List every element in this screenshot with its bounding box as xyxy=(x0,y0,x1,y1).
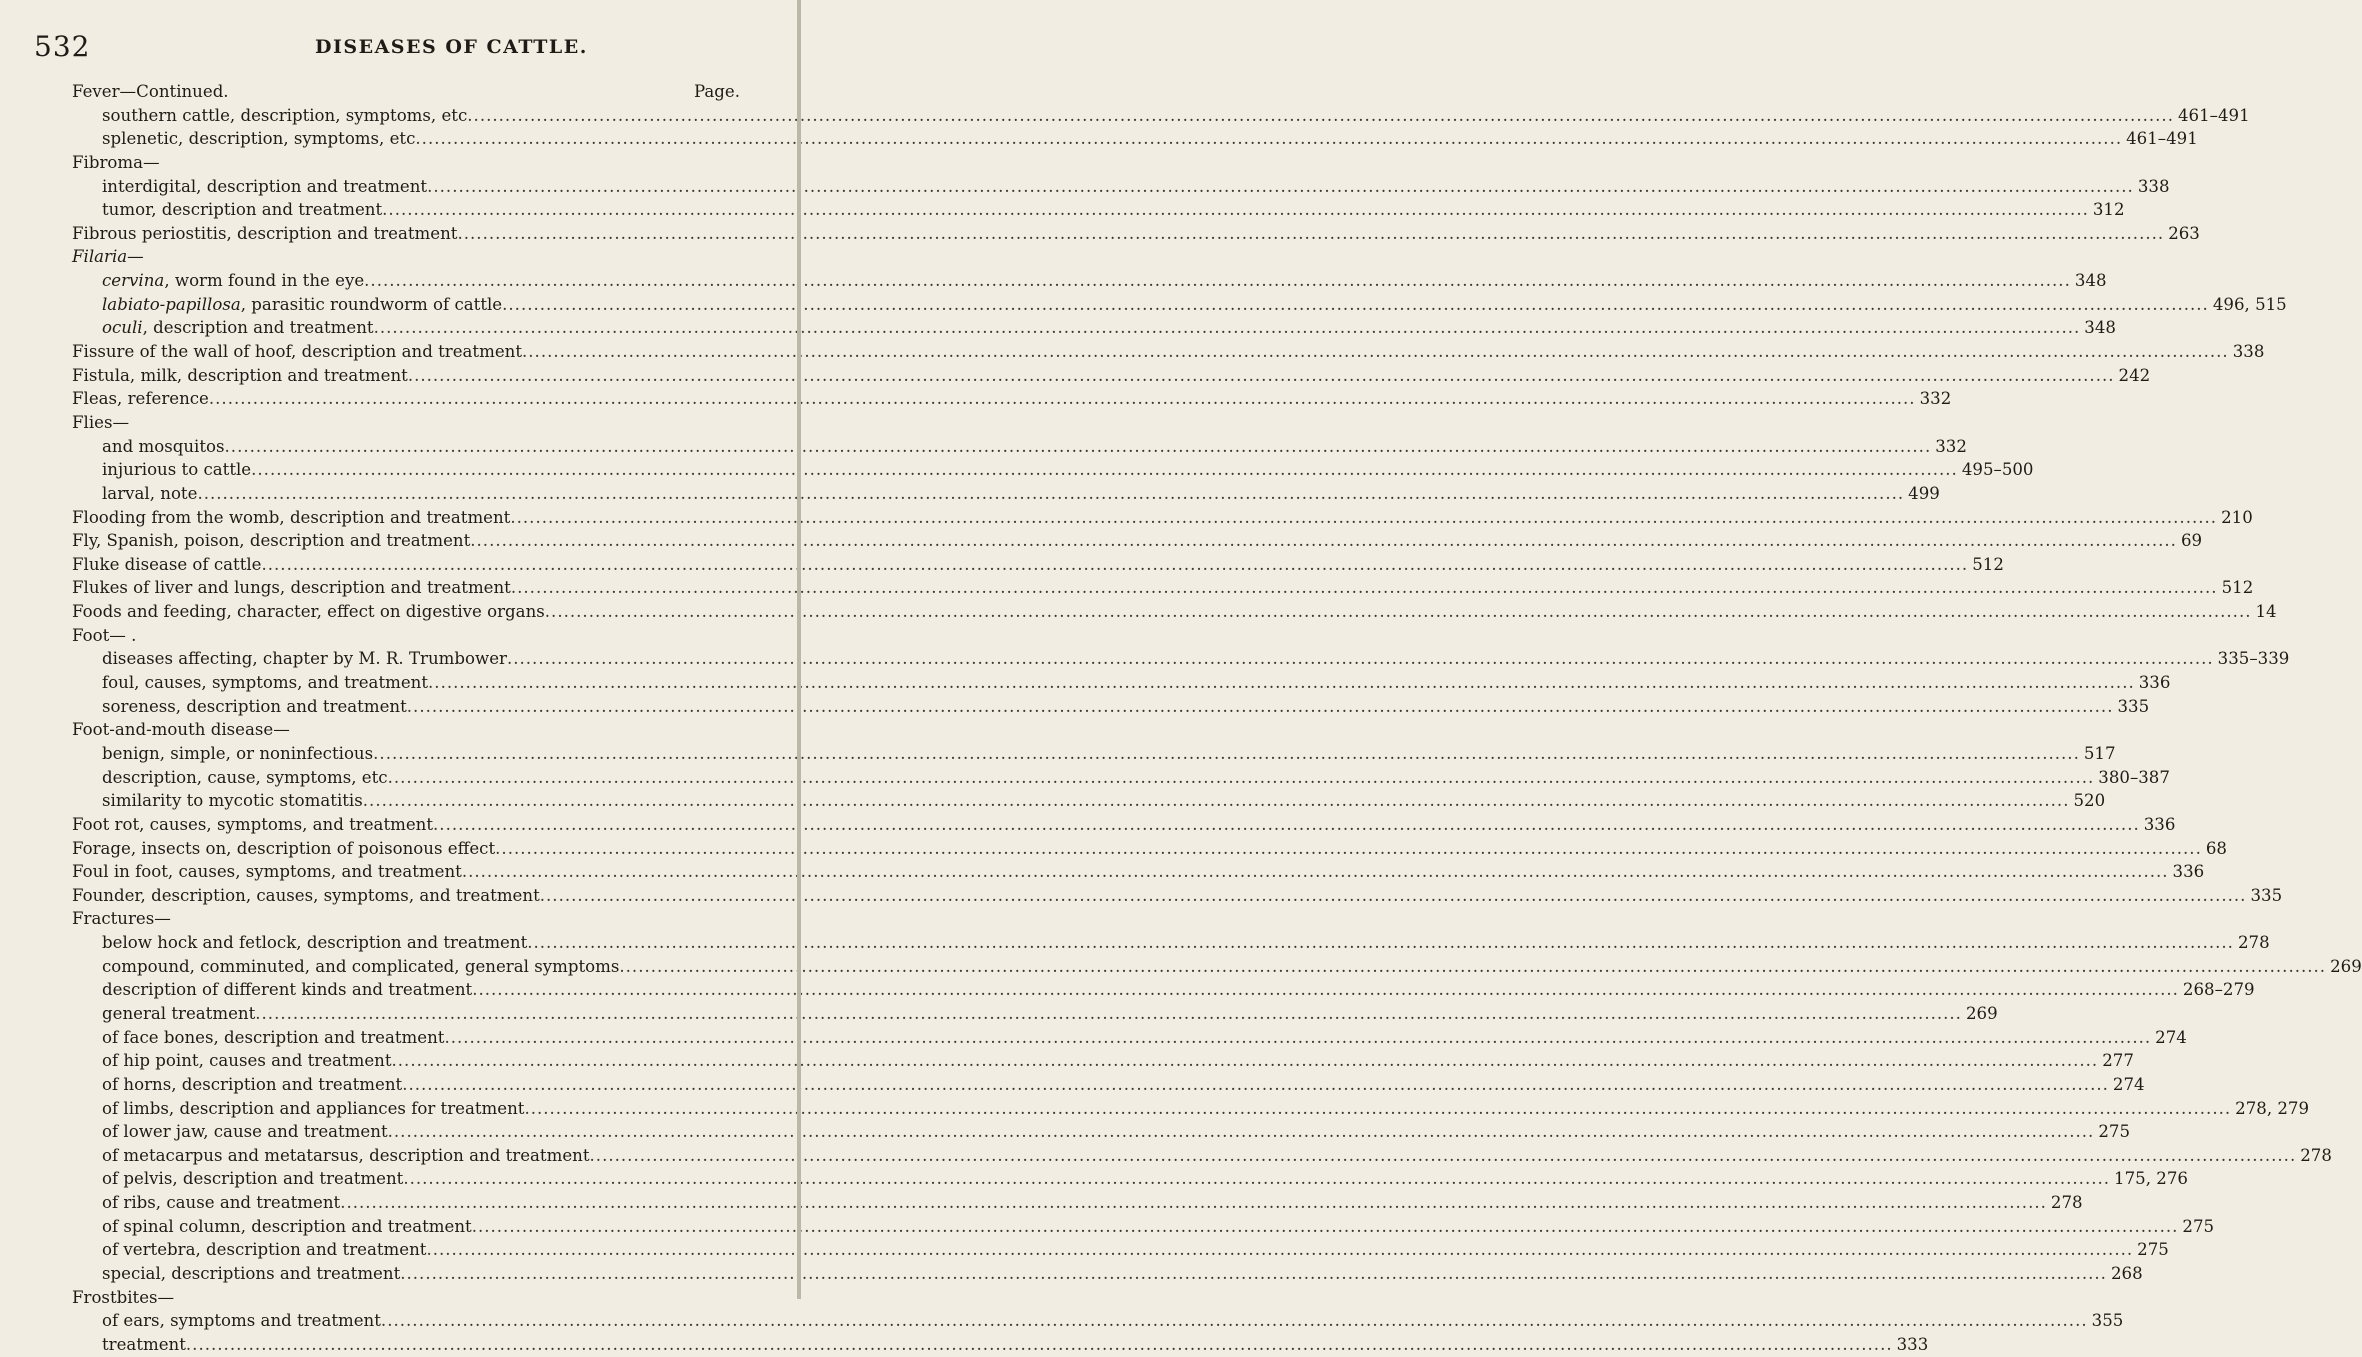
index-subentry xyxy=(72,1333,1929,1357)
index-subentry xyxy=(72,1049,2134,1073)
entry-italic-term: labiato-papillosa xyxy=(102,294,241,314)
index-entry xyxy=(72,151,740,175)
page-ref: 275 xyxy=(2182,1216,2215,1236)
page-ref: 517 xyxy=(2083,743,2116,763)
dot-leader xyxy=(186,1333,1893,1357)
dot-leader xyxy=(225,435,1932,459)
dot-leader xyxy=(433,813,2140,837)
index-subentry xyxy=(72,1073,2145,1097)
index-list xyxy=(72,80,2362,1357)
page-ref: 512 xyxy=(2221,578,2254,598)
page-ref: 278 xyxy=(2237,933,2270,953)
entry-text: tumor, description and treatment xyxy=(102,200,383,220)
entry-text: Fly, Spanish, poison, description and treatment xyxy=(72,531,471,551)
page-ref: 312 xyxy=(2092,200,2125,220)
entry-text: of face bones, description and treatment xyxy=(102,1027,445,1047)
page-ref: 210 xyxy=(2221,507,2253,527)
entry-text: Fluke disease of cattle xyxy=(72,554,262,574)
index-entry xyxy=(72,837,2227,861)
index-entry xyxy=(72,860,2205,884)
page-ref: 338 xyxy=(2137,176,2170,196)
entry-text: soreness, description and treatment xyxy=(102,696,407,716)
index-entry xyxy=(72,884,2283,908)
entry-text: Fistula, milk, description and treatment xyxy=(72,365,408,385)
index-subentry xyxy=(72,293,2287,317)
entry-text: southern cattle, description, symptoms, etc xyxy=(102,105,468,125)
entry-text: compound, comminuted, and complicated, general symptoms xyxy=(102,956,620,976)
index-subentry xyxy=(72,1215,2215,1239)
index-subentry xyxy=(72,1238,2169,1262)
page-ref: 269 xyxy=(2330,956,2362,976)
index-subentry xyxy=(72,127,2198,151)
entry-text: and mosquitos xyxy=(102,436,225,456)
index-subentry xyxy=(72,458,2034,482)
index-entry xyxy=(72,718,740,742)
page-ref: 278 xyxy=(2300,1145,2332,1165)
index-entry xyxy=(72,245,740,269)
dot-leader xyxy=(472,978,2179,1002)
entry-text: Flooding from the womb, description and treatment xyxy=(72,507,511,527)
dot-leader xyxy=(510,506,2217,530)
dot-leader xyxy=(467,104,2174,128)
page-ref: 69 xyxy=(2180,531,2203,551)
page-ref: 520 xyxy=(2073,791,2106,811)
entry-text: of limbs, description and appliances for treatment xyxy=(102,1098,525,1118)
entry-text: Filaria— xyxy=(72,247,144,267)
page-ref: 496, 515 xyxy=(2212,294,2287,314)
index-subentry xyxy=(72,978,2255,1002)
dot-leader xyxy=(373,742,2080,766)
entry-text: Flukes of liver and lungs, description and treatment xyxy=(72,578,511,598)
entry-text: larval, note xyxy=(102,483,198,503)
entry-text: Forage, insects on, description of poisonous effect xyxy=(72,838,496,858)
page-ref: 275 xyxy=(2098,1122,2131,1142)
entry-text: of horns, description and treatment xyxy=(102,1074,403,1094)
page-ref: 274 xyxy=(2155,1027,2187,1047)
page-ref: 278 xyxy=(2050,1193,2083,1213)
entry-text xyxy=(102,293,502,317)
page-ref: 269 xyxy=(1965,1003,1998,1023)
entry-text: Frostbites— xyxy=(72,1287,175,1307)
entry-text: of pelvis, description and treatment xyxy=(102,1169,404,1189)
page-ref: 14 xyxy=(2255,602,2277,622)
entry-italic-term: oculi xyxy=(102,318,143,338)
dot-leader xyxy=(402,1073,2109,1097)
index-subentry xyxy=(72,647,2290,671)
page-ref: 335 xyxy=(2117,696,2150,716)
dot-leader xyxy=(400,1262,2107,1286)
dot-leader xyxy=(590,1144,2297,1168)
entry-text: Fibroma— xyxy=(72,152,160,172)
dot-leader xyxy=(428,671,2135,695)
page-ref: 355 xyxy=(2091,1311,2124,1331)
entry-text: Foot— . xyxy=(72,625,137,645)
entry-text: Foot-and-mouth disease— xyxy=(72,720,290,740)
entry-text xyxy=(102,269,364,293)
index-subentry xyxy=(72,766,2170,790)
index-subentry xyxy=(72,269,2107,293)
entry-text: interdigital, description and treatment xyxy=(102,176,428,196)
dot-leader xyxy=(462,860,2169,884)
dot-leader xyxy=(340,1191,2047,1215)
entry-text: Fractures— xyxy=(72,909,171,929)
page-ref: 175, 276 xyxy=(2114,1169,2188,1189)
entry-text: Fleas, reference xyxy=(72,389,209,409)
entry-text: Flies— xyxy=(72,412,130,432)
index-entry xyxy=(72,364,2151,388)
dot-leader xyxy=(392,1049,2099,1073)
index-subentry xyxy=(72,955,2362,979)
entry-text: splenetic, description, symptoms, etc xyxy=(102,129,416,149)
dot-leader xyxy=(427,175,2134,199)
dot-leader xyxy=(382,198,2089,222)
page-ref: 461–491 xyxy=(2126,129,2198,149)
index-subentry xyxy=(72,1144,2332,1168)
entry-text: description, cause, symptoms, etc xyxy=(102,767,388,787)
page-ref: 336 xyxy=(2143,814,2176,834)
index-subentry xyxy=(72,671,2171,695)
dot-leader xyxy=(374,316,2081,340)
entry-text: Fever—Continued. xyxy=(72,82,229,101)
index-entry xyxy=(72,576,2254,600)
index-entry xyxy=(72,387,1952,411)
index-subentry xyxy=(72,316,2116,340)
page-ref: 275 xyxy=(2137,1240,2169,1260)
entry-text: diseases affecting, chapter by M. R. Trumbower xyxy=(102,649,507,669)
page-ref: 495–500 xyxy=(1961,460,2034,480)
dot-leader xyxy=(502,293,2209,317)
dot-leader xyxy=(407,695,2114,719)
entry-italic-term: cervina xyxy=(102,271,165,291)
dot-leader xyxy=(527,931,2234,955)
dot-leader xyxy=(619,955,2326,979)
index-subentry xyxy=(72,198,2125,222)
entry-text: injurious to cattle xyxy=(102,460,252,480)
index-subentry xyxy=(72,1167,2188,1191)
dot-leader xyxy=(408,364,2115,388)
dot-leader xyxy=(426,1238,2133,1262)
entry-text: Fissure of the wall of hoof, description and treatment xyxy=(72,342,522,362)
index-entry xyxy=(72,340,2265,364)
page-ref: 499 xyxy=(1908,483,1940,503)
dot-leader xyxy=(472,1215,2179,1239)
index-subentry xyxy=(72,482,1940,506)
index-entry xyxy=(72,506,2253,530)
dot-leader xyxy=(261,553,1968,577)
index-subentry xyxy=(72,435,1967,459)
dot-leader xyxy=(388,766,2095,790)
page-ref: 380–387 xyxy=(2098,767,2170,787)
page-ref: 333 xyxy=(1896,1334,1929,1354)
index-subentry xyxy=(72,1120,2131,1144)
entry-text: Foul in foot, causes, symptoms, and treatment xyxy=(72,862,462,882)
page-ref: 335–339 xyxy=(2217,649,2290,669)
index-subentry xyxy=(72,695,2150,719)
entry-text: Fibrous periostitis, description and treatment xyxy=(72,223,458,243)
page-number: 532 xyxy=(34,30,91,63)
page-ref: 335 xyxy=(2250,885,2283,905)
index-entry xyxy=(72,80,740,104)
entry-text xyxy=(102,316,374,340)
entry-text: description of different kinds and treatment xyxy=(102,980,473,1000)
page-ref: 68 xyxy=(2205,838,2227,858)
entry-text: of hip point, causes and treatment xyxy=(102,1051,392,1071)
page-ref: 336 xyxy=(2172,862,2205,882)
index-subentry xyxy=(72,104,2250,128)
page-ref: 278, 279 xyxy=(2235,1098,2310,1118)
dot-leader xyxy=(381,1309,2088,1333)
dot-leader xyxy=(197,482,1904,506)
dot-leader xyxy=(388,1120,2095,1144)
dot-leader xyxy=(511,576,2218,600)
dot-leader xyxy=(363,789,2070,813)
page-ref: 338 xyxy=(2232,342,2265,362)
index-subentry xyxy=(72,1309,2124,1333)
index-entry xyxy=(72,529,2203,553)
dot-leader xyxy=(209,387,1916,411)
page-ref: 332 xyxy=(1919,389,1952,409)
page-column-heading: Page. xyxy=(693,82,740,101)
page-ref: 242 xyxy=(2118,365,2151,385)
page-ref: 263 xyxy=(2168,223,2200,243)
running-title: DISEASES OF CATTLE. xyxy=(315,36,588,58)
entry-rest: , parasitic roundworm of cattle xyxy=(240,294,503,314)
index-entry xyxy=(72,411,740,435)
index-subentry xyxy=(72,1026,2187,1050)
index-subentry xyxy=(72,931,2270,955)
dot-leader xyxy=(251,458,1958,482)
entry-text: special, descriptions and treatment xyxy=(102,1264,401,1284)
page-ref: 348 xyxy=(2084,318,2116,338)
entry-text: of ears, symptoms and treatment xyxy=(102,1311,381,1331)
dot-leader xyxy=(495,837,2202,861)
entry-text: of lower jaw, cause and treatment xyxy=(102,1122,388,1142)
entry-text: Foods and feeding, character, effect on digestive organs xyxy=(72,602,545,622)
index-entry xyxy=(72,222,2200,246)
page-ref: 336 xyxy=(2138,673,2171,693)
dot-leader xyxy=(403,1167,2110,1191)
dot-leader xyxy=(255,1002,1962,1026)
dot-leader xyxy=(524,1097,2231,1121)
entry-text: treatment xyxy=(102,1334,186,1354)
dot-leader xyxy=(470,529,2177,553)
index-entry xyxy=(72,624,740,648)
page-ref: 348 xyxy=(2074,271,2107,291)
index-entry xyxy=(72,813,2176,837)
entry-text: general treatment xyxy=(102,1003,256,1023)
entry-text: Founder, description, causes, symptoms, and treatment xyxy=(72,885,540,905)
entry-text: of vertebra, description and treatment xyxy=(102,1240,427,1260)
index-entry xyxy=(72,1286,740,1310)
dot-leader xyxy=(364,269,2071,293)
entry-rest: , description and treatment xyxy=(142,318,374,338)
page-ref: 512 xyxy=(1972,554,2004,574)
index-entry xyxy=(72,600,2277,624)
entry-rest: , worm found in the eye xyxy=(164,271,365,291)
index-subentry xyxy=(72,742,2116,766)
page-edge xyxy=(797,0,801,1299)
entry-text: of metacarpus and metatarsus, description and treatment xyxy=(102,1145,590,1165)
dot-leader xyxy=(540,884,2247,908)
page-header xyxy=(0,30,801,70)
entry-text: below hock and fetlock, description and treatment xyxy=(102,933,528,953)
entry-text: of spinal column, description and treatment xyxy=(102,1216,472,1236)
page-ref: 332 xyxy=(1935,436,1967,456)
entry-text: similarity to mycotic stomatitis xyxy=(102,791,363,811)
index-subentry xyxy=(72,175,2170,199)
page-ref: 268–279 xyxy=(2182,980,2255,1000)
index-subentry xyxy=(72,1262,2143,1286)
index-entry xyxy=(72,907,740,931)
index-entry xyxy=(72,553,2004,577)
index-subentry xyxy=(72,1002,1998,1026)
entry-text: of ribs, cause and treatment xyxy=(102,1193,341,1213)
page-ref: 274 xyxy=(2112,1074,2145,1094)
entry-text: benign, simple, or noninfectious xyxy=(102,743,374,763)
entry-text: Foot rot, causes, symptoms, and treatment xyxy=(72,814,434,834)
dot-leader xyxy=(507,647,2214,671)
index-subentry xyxy=(72,1097,2310,1121)
index-subentry xyxy=(72,1191,2083,1215)
dot-leader xyxy=(522,340,2229,364)
dot-leader xyxy=(457,222,2164,246)
dot-leader xyxy=(415,127,2122,151)
page-ref: 268 xyxy=(2110,1264,2143,1284)
index-subentry xyxy=(72,789,2106,813)
page-ref: 277 xyxy=(2102,1051,2134,1071)
page-ref: 461–491 xyxy=(2177,105,2250,125)
entry-text: foul, causes, symptoms, and treatment xyxy=(102,673,429,693)
dot-leader xyxy=(444,1026,2151,1050)
